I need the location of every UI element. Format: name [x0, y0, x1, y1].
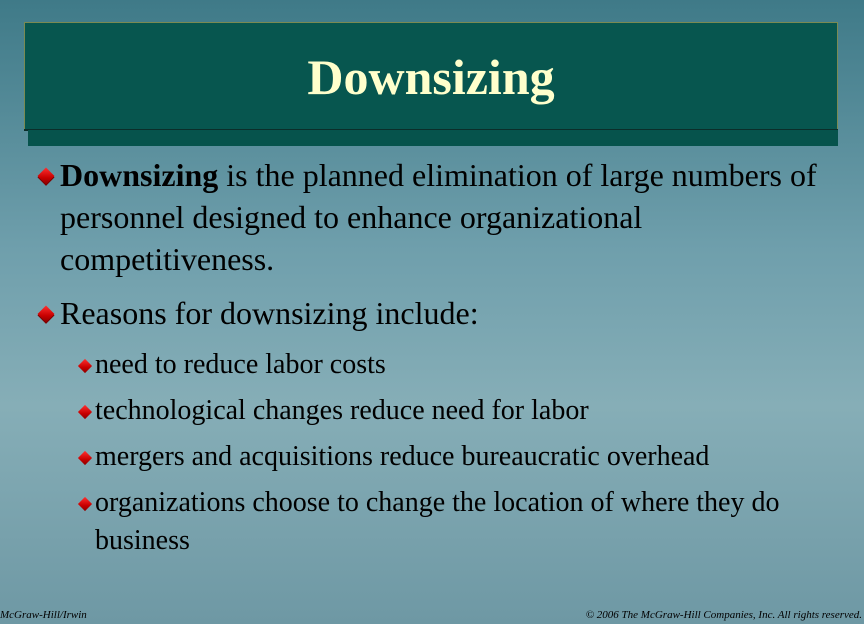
slide-content — [36, 154, 836, 568]
diamond-bullet-icon — [38, 168, 55, 185]
bullet-text: Reasons for downsizing include: — [60, 295, 479, 331]
bullet-item-definition — [36, 154, 836, 280]
subbullet-text: need to reduce labor costs — [95, 349, 386, 380]
bullet-text: is the planned elimination of large numbers of personnel designed to enhance organizational competitiveness. — [60, 157, 817, 277]
diamond-bullet-icon — [78, 405, 92, 419]
title-bar-shadow — [28, 130, 838, 146]
subbullet-text: organizations choose to change the location of where they do business — [95, 487, 780, 556]
subbullet-text: technological changes reduce need for labor — [95, 395, 589, 426]
slide-title: Downsizing — [307, 49, 555, 105]
title-bar — [24, 22, 838, 130]
subbullet-item — [76, 346, 836, 384]
diamond-bullet-icon — [78, 359, 92, 373]
bullet-item-reasons — [36, 292, 836, 334]
subbullet-item — [76, 484, 836, 560]
diamond-bullet-icon — [78, 451, 92, 465]
subbullet-text: mergers and acquisitions reduce bureaucratic overhead — [95, 441, 710, 472]
subbullet-item — [76, 438, 836, 476]
bullet-term: Downsizing — [60, 157, 219, 193]
diamond-bullet-icon — [38, 306, 55, 323]
diamond-bullet-icon — [78, 497, 92, 511]
subbullet-item — [76, 392, 836, 430]
footer-copyright: © 2006 The McGraw-Hill Companies, Inc. All rights reserved. — [585, 609, 862, 621]
footer-publisher: McGraw-Hill/Irwin — [0, 609, 87, 621]
